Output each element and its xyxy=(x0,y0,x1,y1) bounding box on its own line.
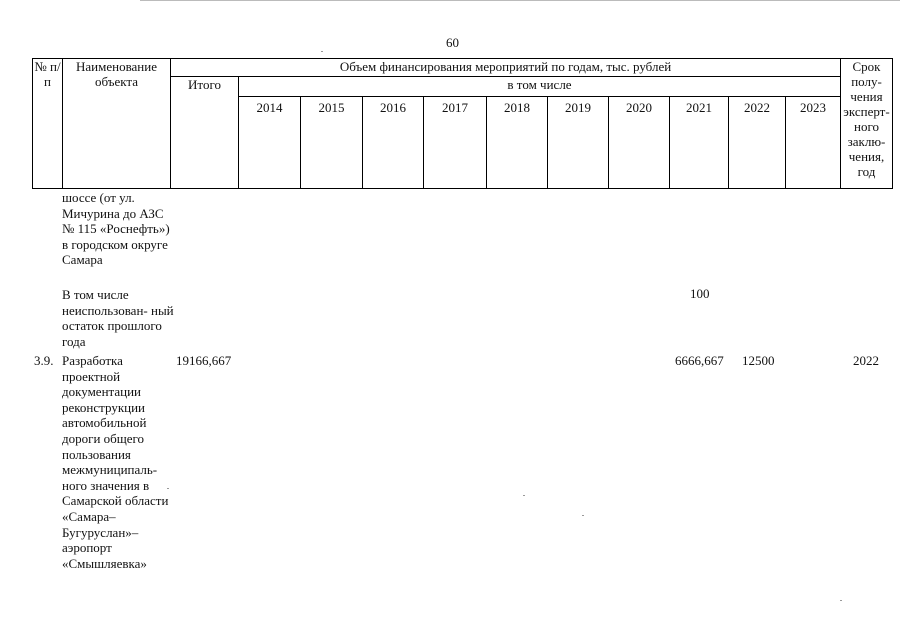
cell-term-value: 2022 xyxy=(853,353,879,368)
year-header: 2017 xyxy=(424,97,487,189)
cell-2021-value: 100 xyxy=(690,286,710,301)
row-name-unused-remainder: В том числе неиспользован- ный остаток прошлого года xyxy=(62,287,174,349)
year-header: 2022 xyxy=(729,97,786,189)
cell-2022-value: 12500 xyxy=(742,353,775,368)
cell-2021-value: 6666,667 xyxy=(675,353,724,368)
year-header: 2016 xyxy=(363,97,424,189)
year-header: 2018 xyxy=(487,97,548,189)
row-number: 3.9. xyxy=(34,353,54,368)
table-header xyxy=(32,58,893,189)
row-name-item-3-9: Разработка проектной документации реконструкции автомобильной дороги общего пользования межмуниципаль- ного значения в Самарской области «Самара– Бугуруслан»– аэропорт «Смышляевка» xyxy=(62,353,169,571)
year-header: 2015 xyxy=(301,97,363,189)
year-header: 2014 xyxy=(239,97,301,189)
col-including-header: в том числе xyxy=(239,77,841,97)
col-term-header: Срок полу- чения эксперт- ного заклю- чения, год xyxy=(841,59,893,189)
col-number-header: № п/п xyxy=(33,59,63,189)
scan-speck xyxy=(167,488,169,489)
scan-speck xyxy=(321,51,323,52)
page-number: 60 xyxy=(446,35,459,50)
row-name-continuation: шоссе (от ул. Мичурина до АЗС № 115 «Роснефть») в городском округе Самара xyxy=(62,190,170,268)
year-header: 2021 xyxy=(670,97,729,189)
scan-speck xyxy=(840,600,842,601)
col-name-header: Наименование объекта xyxy=(63,59,171,189)
year-header: 2020 xyxy=(609,97,670,189)
cell-total-value: 19166,667 xyxy=(176,353,232,368)
year-header: 2019 xyxy=(548,97,609,189)
scan-speck xyxy=(582,515,584,516)
scan-speck xyxy=(523,495,525,496)
top-edge-line xyxy=(140,0,900,1)
year-header: 2023 xyxy=(786,97,841,189)
col-funding-header: Объем финансирования мероприятий по годам, тыс. рублей xyxy=(171,59,841,77)
col-total-header: Итого xyxy=(171,77,239,189)
